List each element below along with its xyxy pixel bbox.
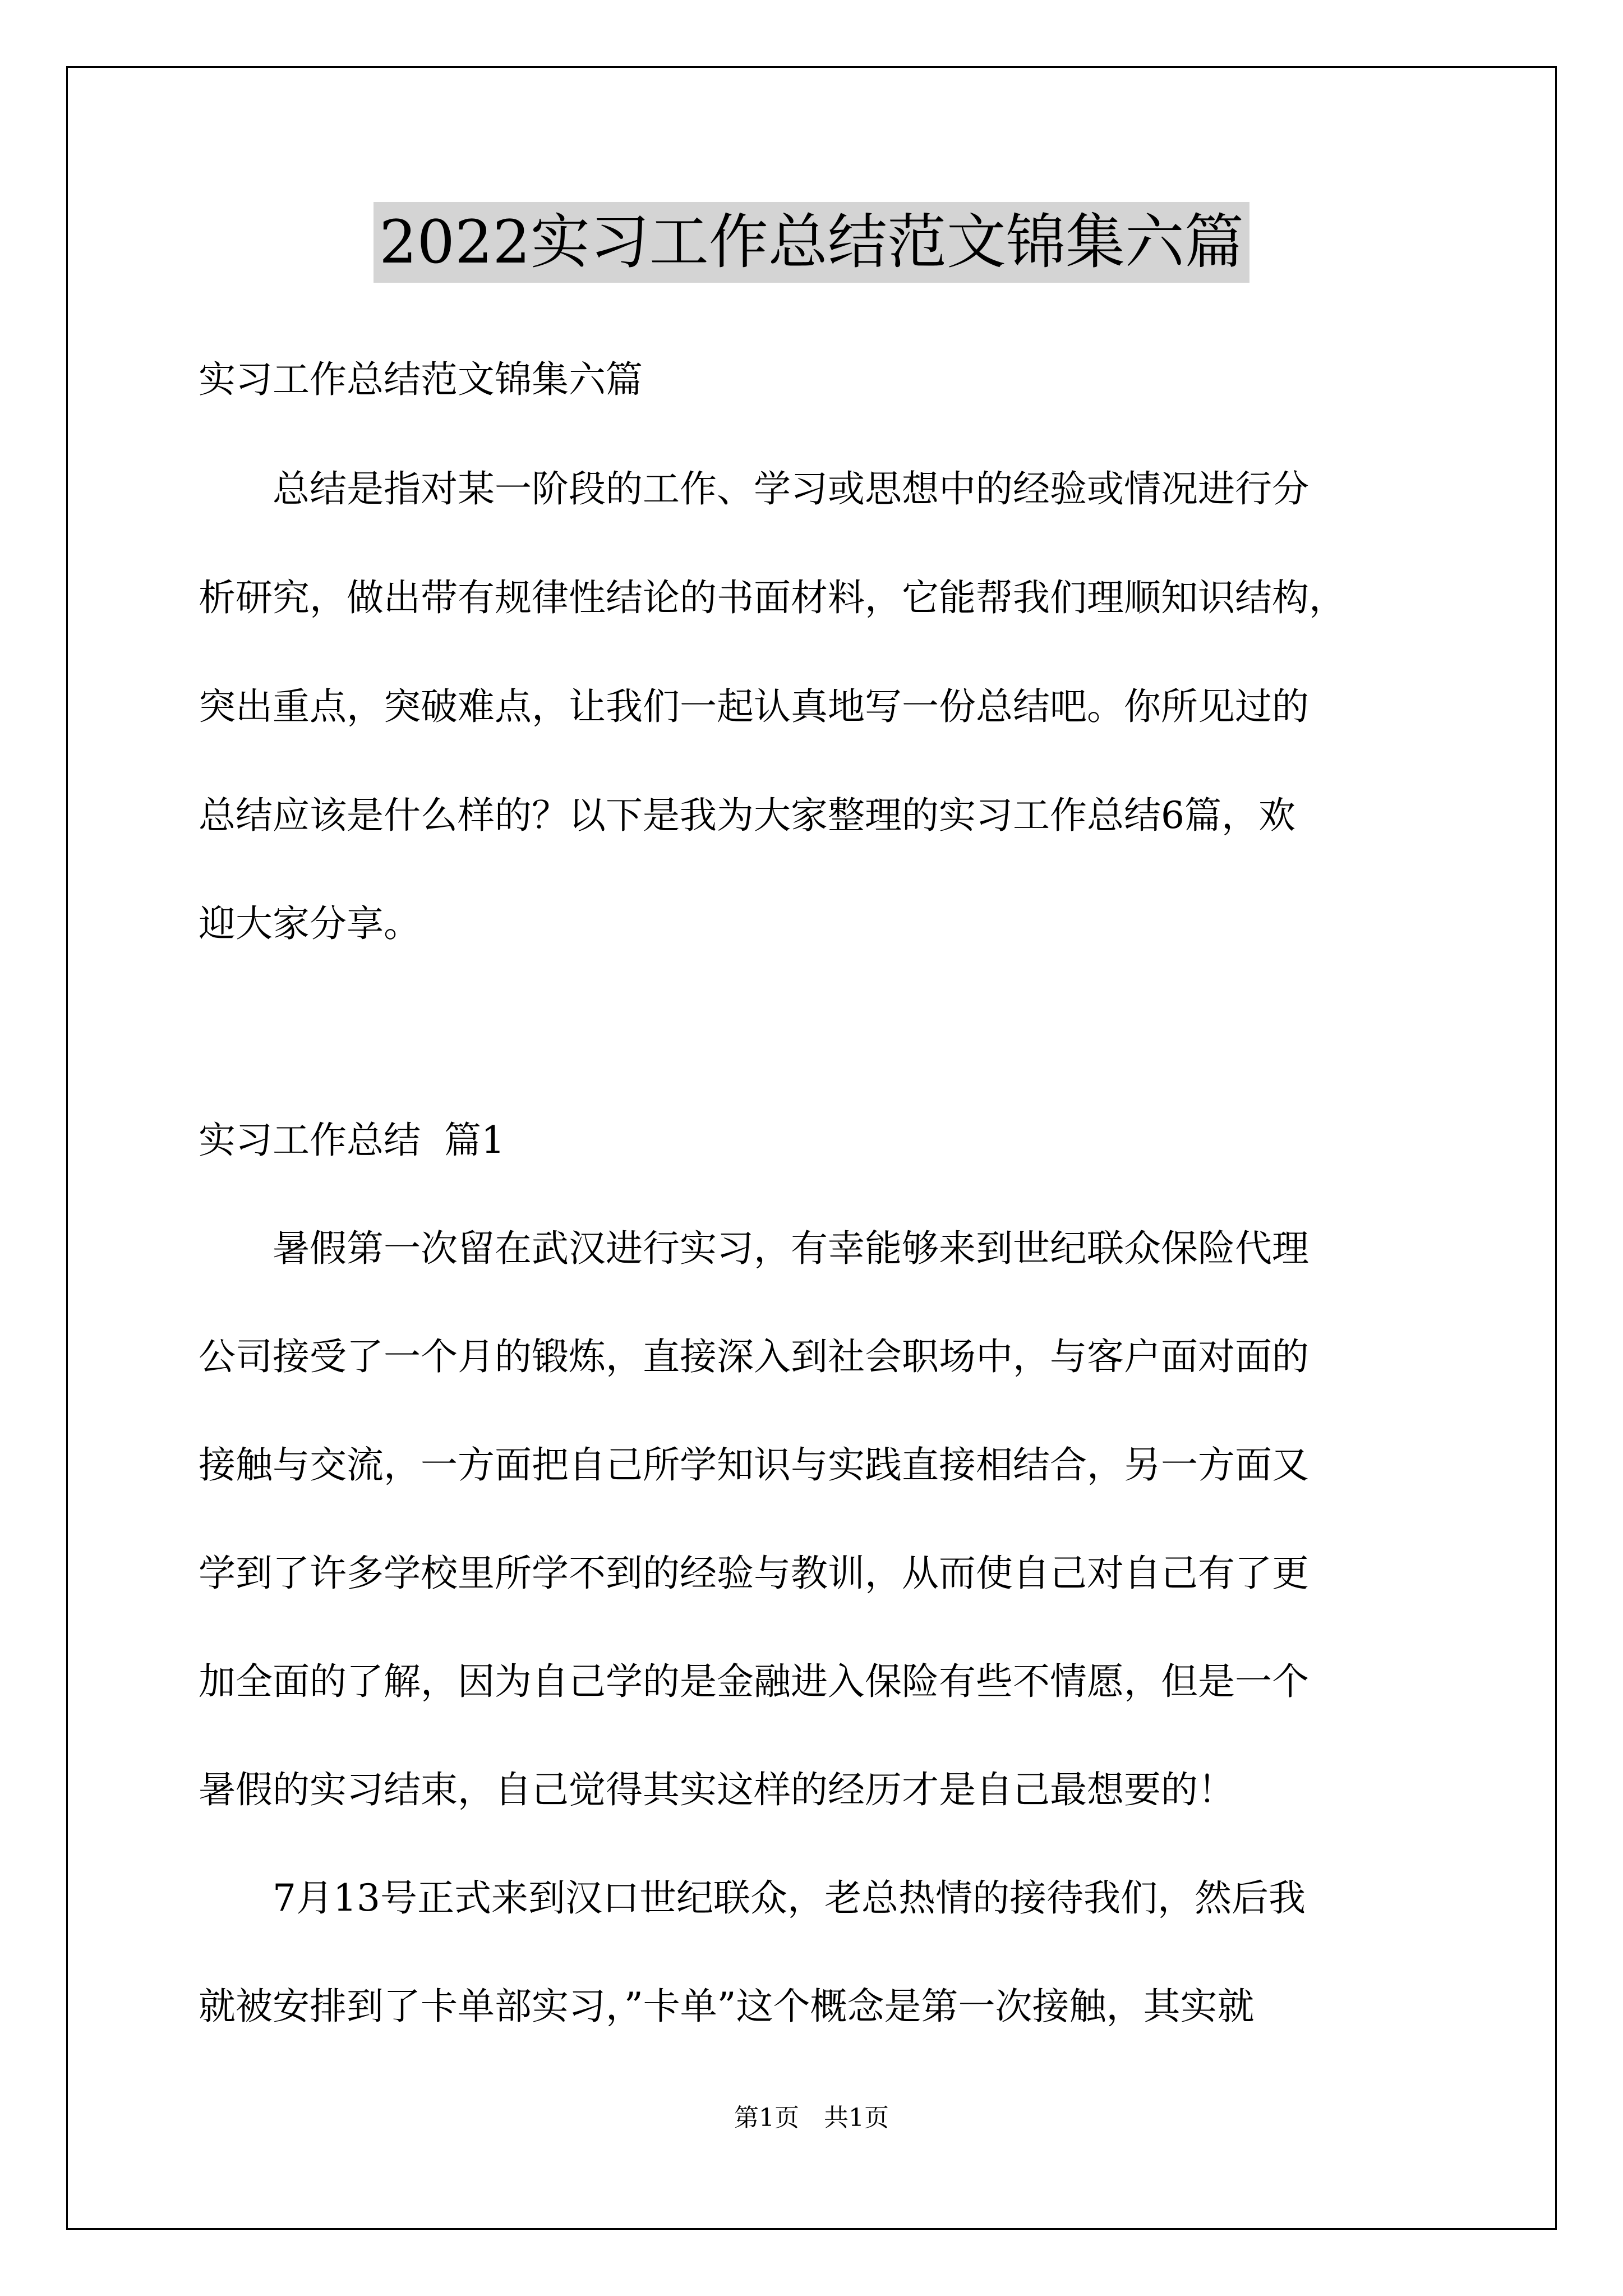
intro-line: 迎大家分享。 (199, 902, 421, 945)
intro-line: 总结应该是什么样的？以下是我为大家整理的实习工作总结6篇，欢 (199, 794, 1295, 837)
section-heading: 实习工作总结 篇1 (199, 1119, 505, 1162)
paragraph-line: 暑假的实习结束，自己觉得其实这样的经历才是自己最想要的！ (199, 1768, 1235, 1811)
title-container (0, 202, 1623, 283)
paragraph-line: 7月13号正式来到汉口世纪联众，老总热情的接待我们，然后我 (199, 1876, 1306, 1920)
paragraph-line: 就被安排到了卡单部实习，”卡单”这个概念是第一次接触，其实就 (199, 1985, 1255, 2028)
intro-line: 析研究，做出带有规律性结论的书面材料，它能帮我们理顺知识结构， (199, 576, 1346, 619)
intro-line: 突出重点，突破难点，让我们一起认真地写一份总结吧。你所见过的 (199, 685, 1309, 728)
document-subtitle: 实习工作总结范文锦集六篇 (199, 358, 643, 401)
paragraph-line: 接触与交流，一方面把自己所学知识与实践直接相结合，另一方面又 (199, 1443, 1309, 1487)
paragraph-line: 加全面的了解，因为自己学的是金融进入保险有些不情愿，但是一个 (199, 1660, 1309, 1703)
paragraph-line: 暑假第一次留在武汉进行实习，有幸能够来到世纪联众保险代理 (199, 1227, 1309, 1270)
document-title: 2022实习工作总结范文锦集六篇 (374, 202, 1249, 283)
intro-line: 总结是指对某一阶段的工作、学习或思想中的经验或情况进行分 (199, 467, 1309, 510)
paragraph-line: 学到了许多学校里所学不到的经验与教训，从而使自己对自己有了更 (199, 1552, 1309, 1595)
paragraph-line: 公司接受了一个月的锻炼，直接深入到社会职场中，与客户面对面的 (199, 1335, 1309, 1378)
page-footer: 第1页 共1页 (734, 2104, 889, 2132)
